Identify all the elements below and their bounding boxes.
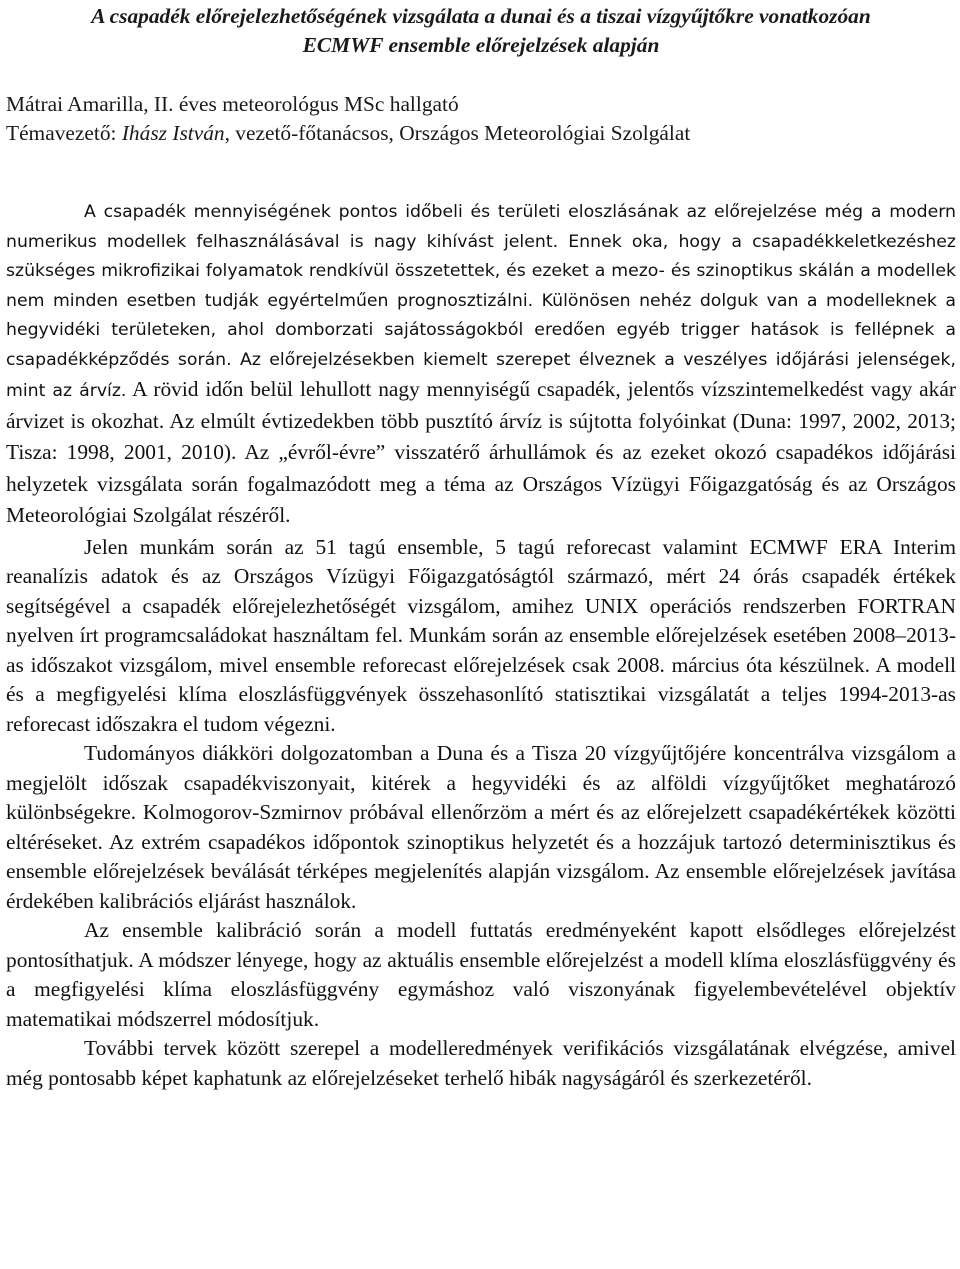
supervisor-name: Ihász István xyxy=(121,121,225,145)
paragraph-4: Az ensemble kalibráció során a modell futtatás eredményeként kapott elsődleges előrejelzést pontosíthatjuk. A módszer lényege, hogy az aktuális ensemble előrejelzést a modell klíma eloszlásfüggvény és a megfigyelési klíma eloszlásfüggvény egymáshoz való viszonyának figyelembevételével objektív matematikai módszerrel módosítjuk. xyxy=(6,918,956,1031)
supervisor-line xyxy=(6,119,956,148)
title-line-2: ECMWF ensemble előrejelzések alapján xyxy=(302,33,660,57)
document-title xyxy=(6,0,956,60)
paragraph-1 xyxy=(6,198,956,533)
supervisor-affiliation: , vezető-főtanácsos, Országos Meteorológiai Szolgálat xyxy=(224,121,691,145)
paragraph-5: További tervek között szerepel a modelleredmények verifikációs vizsgálatának elvégzése, amivel még pontosabb képet kaphatunk az előrejelzéseket terhelő hibák nagyságáról és szerkezetéről. xyxy=(6,1036,956,1090)
title-line-1: A csapadék előrejelezhetőségének vizsgálata a dunai és a tiszai vízgyűjtőkre vonatkozóan xyxy=(91,4,871,28)
author-line: Mátrai Amarilla, II. éves meteorológus MSc hallgató xyxy=(6,92,459,116)
paragraph-1-sans-part: A csapadék mennyiségének pontos időbeli és területi eloszlásának az előrejelzése még a modern numerikus modellek felhasználásával is nagy kihívást jelent. Ennek oka, hogy a csapadékkeletkezéshez szükséges mikrofizikai folyamatok rendkívül összetettek, és ezeket a mezo- és szinoptikus skálán a modellek nem minden esetben tudják egyértelműen prognosztizálni. Különösen nehéz dolguk van a modelleknek a hegyvidéki területeken, ahol domborzati sajátosságokból eredően egyéb trigger hatások is fellépnek a csapadékképződés során. Az előrejelzésekben kiemelt szerepet élveznek a veszélyes időjárási jelenségek, mint az árvíz. xyxy=(6,202,956,401)
paragraph-3: Tudományos diákköri dolgozatomban a Duna és a Tisza 20 vízgyűjtőjére koncentrálva vizsgálom a megjelölt időszak csapadékviszonyait, kitérek a hegyvidéki és az alföldi vízgyűjtőket meghatározó különbségekre. Kolmogorov-Szmirnov próbával ellenőrzöm a mért és az előrejelzett csapadékértékek közötti eltéréseket. Az extrém csapadékos időpontok szinoptikus helyzetét és a hozzájuk tartozó determinisztikus és ensemble előrejelzések beválását térképes megjelenítés alapján vizsgálom. Az ensemble előrejelzések javítása érdekében kalibrációs eljárást használok. xyxy=(6,741,956,913)
paragraph-1-serif-part: A rövid időn belül lehullott nagy mennyiségű csapadék, jelentős vízszintemelkedést vagy akár árvizet is okozhat. Az elmúlt évtizedekben több pusztító árvíz is sújtotta folyóinkat (Duna: 1997, 2002, 2013; Tisza: 1998, 2001, 2010). Az „évről-évre” visszatérő árhullámok és az ezeket okozó csapadékos időjárási helyzetek vizsgálata során fogalmazódott meg a téma az Országos Vízügyi Főigazgatóság és az Országos Meteorológiai Szolgálat részéről. xyxy=(6,377,956,527)
paragraph-2: Jelen munkám során az 51 tagú ensemble, 5 tagú reforecast valamint ECMWF ERA Interim reanalízis adatok és az Országos Vízügyi Főigazgatóságtól származó, mért 24 órás csapadék értékek segítségével a csapadék előrejelezhetőségét vizsgálom, amihez UNIX operációs rendszerben FORTRAN nyelven írt programcsaládokat használtam fel. Munkám során az ensemble előrejelzések esetében 2008–2013-as időszakot vizsgálom, mivel ensemble reforecast előrejelzések csak 2008. március óta készülnek. A modell és a megfigyelési klíma eloszlásfüggvények összehasonlító statisztikai vizsgálatát a teljes 1994-2013-as reforecast időszakra el tudom végezni. xyxy=(6,534,956,736)
document-page xyxy=(6,0,956,1093)
author-block xyxy=(6,90,956,148)
supervisor-label: Témavezető: xyxy=(6,121,122,145)
